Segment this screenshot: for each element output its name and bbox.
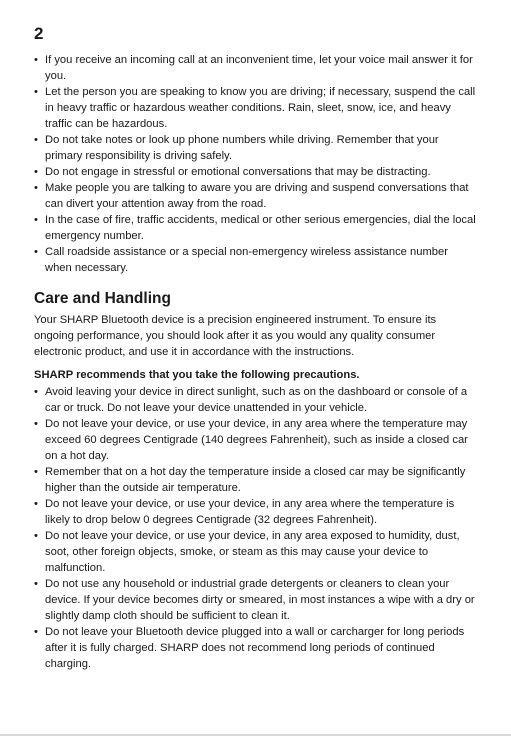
list-item: • Do not leave your device, or use your device, in any area where the temperature is likely to drop below 0 degrees Centigrade (32 degrees Fahrenheit). <box>34 496 476 528</box>
list-item: • In the case of fire, traffic accidents, medical or other serious emergencies, dial the local emergency number. <box>34 212 476 244</box>
list-item: • Avoid leaving your device in direct sunlight, such as on the dashboard or console of a car or truck. Do not leave your device unattended in your vehicle. <box>34 384 476 416</box>
recommend-heading: SHARP recommends that you take the following precautions. <box>34 369 360 381</box>
list-item: • Do not engage in stressful or emotional conversations that may be distracting. <box>34 164 476 180</box>
care-precautions-list <box>34 384 476 672</box>
list-item: • Do not leave your device, or use your device, in any area exposed to humidity, dust, soot, other foreign objects, smoke, or steam as this may cause your device to malfunction. <box>34 528 476 576</box>
page-bottom-divider <box>0 734 511 736</box>
section-title: Care and Handling <box>34 290 171 307</box>
list-item: • Call roadside assistance or a special non-emergency wireless assistance number when necessary. <box>34 244 476 276</box>
list-item: • Let the person you are speaking to know you are driving; if necessary, suspend the call in heavy traffic or hazardous weather conditions. Rain, sleet, snow, ice, and heavy traffic can be hazardous. <box>34 84 476 132</box>
document-page <box>34 24 476 672</box>
list-item: • Do not leave your device, or use your device, in any area where the temperature may exceed 60 degrees Centigrade (140 degrees Fahrenheit), such as inside a closed car on a hot day. <box>34 416 476 464</box>
list-item: • Do not use any household or industrial grade detergents or cleaners to clean your device. If your device becomes dirty or smeared, in most instances a wipe with a dry or slightly damp cloth should be sufficient to clean it. <box>34 576 476 624</box>
list-item: • Make people you are talking to aware you are driving and suspend conversations that can divert your attention away from the road. <box>34 180 476 212</box>
list-item: • Do not take notes or look up phone numbers while driving. Remember that your primary responsibility is driving safely. <box>34 132 476 164</box>
list-item: • Do not leave your Bluetooth device plugged into a wall or carcharger for long periods after it is fully charged. SHARP does not recommend long periods of continued charging. <box>34 624 476 672</box>
driving-tips-list <box>34 52 476 276</box>
list-item: • If you receive an incoming call at an inconvenient time, let your voice mail answer it for you. <box>34 52 476 84</box>
list-item: • Remember that on a hot day the temperature inside a closed car may be significantly higher than the outside air temperature. <box>34 464 476 496</box>
page-number: 2 <box>34 24 44 43</box>
section-intro: Your SHARP Bluetooth device is a precision engineered instrument. To ensure its ongoing performance, you should look after it as you would any quality consumer electronic product, and use it in accordance with the instructions. <box>34 314 437 358</box>
